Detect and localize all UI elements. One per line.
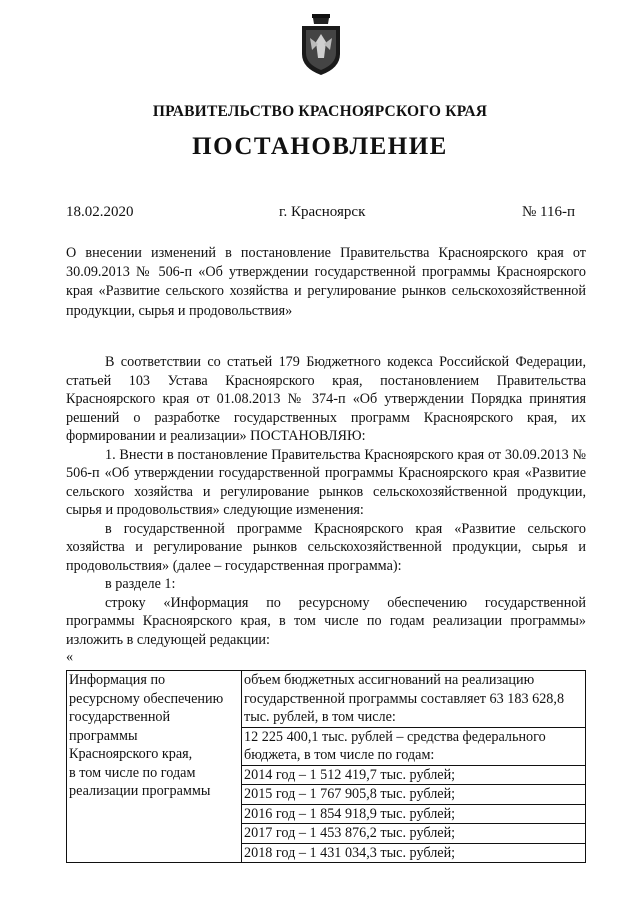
table-year-cell: 2014 год – 1 512 419,7 тыс. рублей; [242, 765, 586, 785]
row-change-paragraph: строку «Информация по ресурсному обеспечению государственной программы Красноярского края, в том числе по годам реализации программы» изложить в следующей редакции: [66, 594, 586, 648]
table-year-cell: 2016 год – 1 854 918,9 тыс. рублей; [242, 804, 586, 824]
coat-of-arms-icon [300, 14, 342, 76]
label-line: программы [69, 727, 138, 744]
label-line: Информация по [69, 672, 166, 688]
table-value-cell: 12 225 400,1 тыс. рублей – средства федерального бюджета, в том числе по годам: [242, 727, 586, 765]
label-line: ресурсному обеспечению [69, 690, 224, 707]
label-line: реализации программы [69, 783, 211, 799]
program-paragraph: в государственной программе Красноярского края «Развитие сельского хозяйства и регулирование рынков сельскохозяйственной продукции, сырья и продовольствия» (далее – государственная программа): [66, 520, 586, 574]
label-line: государственной [69, 709, 171, 725]
table-year-cell: 2015 год – 1 767 905,8 тыс. рублей; [242, 785, 586, 805]
item-1-paragraph: 1. Внести в постановление Правительства Красноярского края от 30.09.2013 № 506-п «Об утверждении государственной программы Красноярского края «Развитие сельского хозяйства и регулирование рынков сельскохозяйственной продукции, сырья и продовольствия» следующие изменения: [66, 446, 586, 518]
funding-info-table [66, 670, 586, 863]
document-type-title: ПОСТАНОВЛЕНИЕ [192, 133, 448, 160]
table-value-cell: объем бюджетных ассигнований на реализацию государственной программы составляет 63 183 628,8 тыс. рублей, в том числе: [242, 671, 586, 728]
label-line: Красноярского края, [69, 746, 193, 762]
table-year-cell: 2017 год – 1 453 876,2 тыс. рублей; [242, 824, 586, 844]
table-row [67, 671, 586, 728]
document-city: г. Красноярск [279, 204, 366, 220]
document-subject: О внесении изменений в постановление Правительства Красноярского края от 30.09.2013 № 506-п «Об утверждении государственной программы Красноярского края «Развитие сельского хозяйства и регулирование рынков сельскохозяйственной продукции, сырья и продовольствия» [66, 245, 586, 319]
table-label-cell [67, 671, 242, 863]
preamble-paragraph: В соответствии со статьей 179 Бюджетного кодекса Российской Федерации, статьей 103 Устава Красноярского края, постановлением Правительства Красноярского края от 01.08.2013 № 374-п «Об утверждении Порядка принятия решений о разработке государственных программ Красноярского края, их формировании и реализации» ПОСТАНОВЛЯЮ: [66, 354, 586, 444]
label-line: в том числе по годам [69, 764, 196, 781]
table-year-cell: 2018 год – 1 431 034,3 тыс. рублей; [242, 843, 586, 863]
document-date: 18.02.2020 [66, 204, 134, 220]
document-body [66, 353, 586, 664]
section-paragraph: в разделе 1: [105, 576, 176, 592]
document-number: № 116-п [522, 204, 576, 220]
quote-open-mark: « [66, 649, 74, 665]
government-name: ПРАВИТЕЛЬСТВО КРАСНОЯРСКОГО КРАЯ [152, 103, 488, 120]
